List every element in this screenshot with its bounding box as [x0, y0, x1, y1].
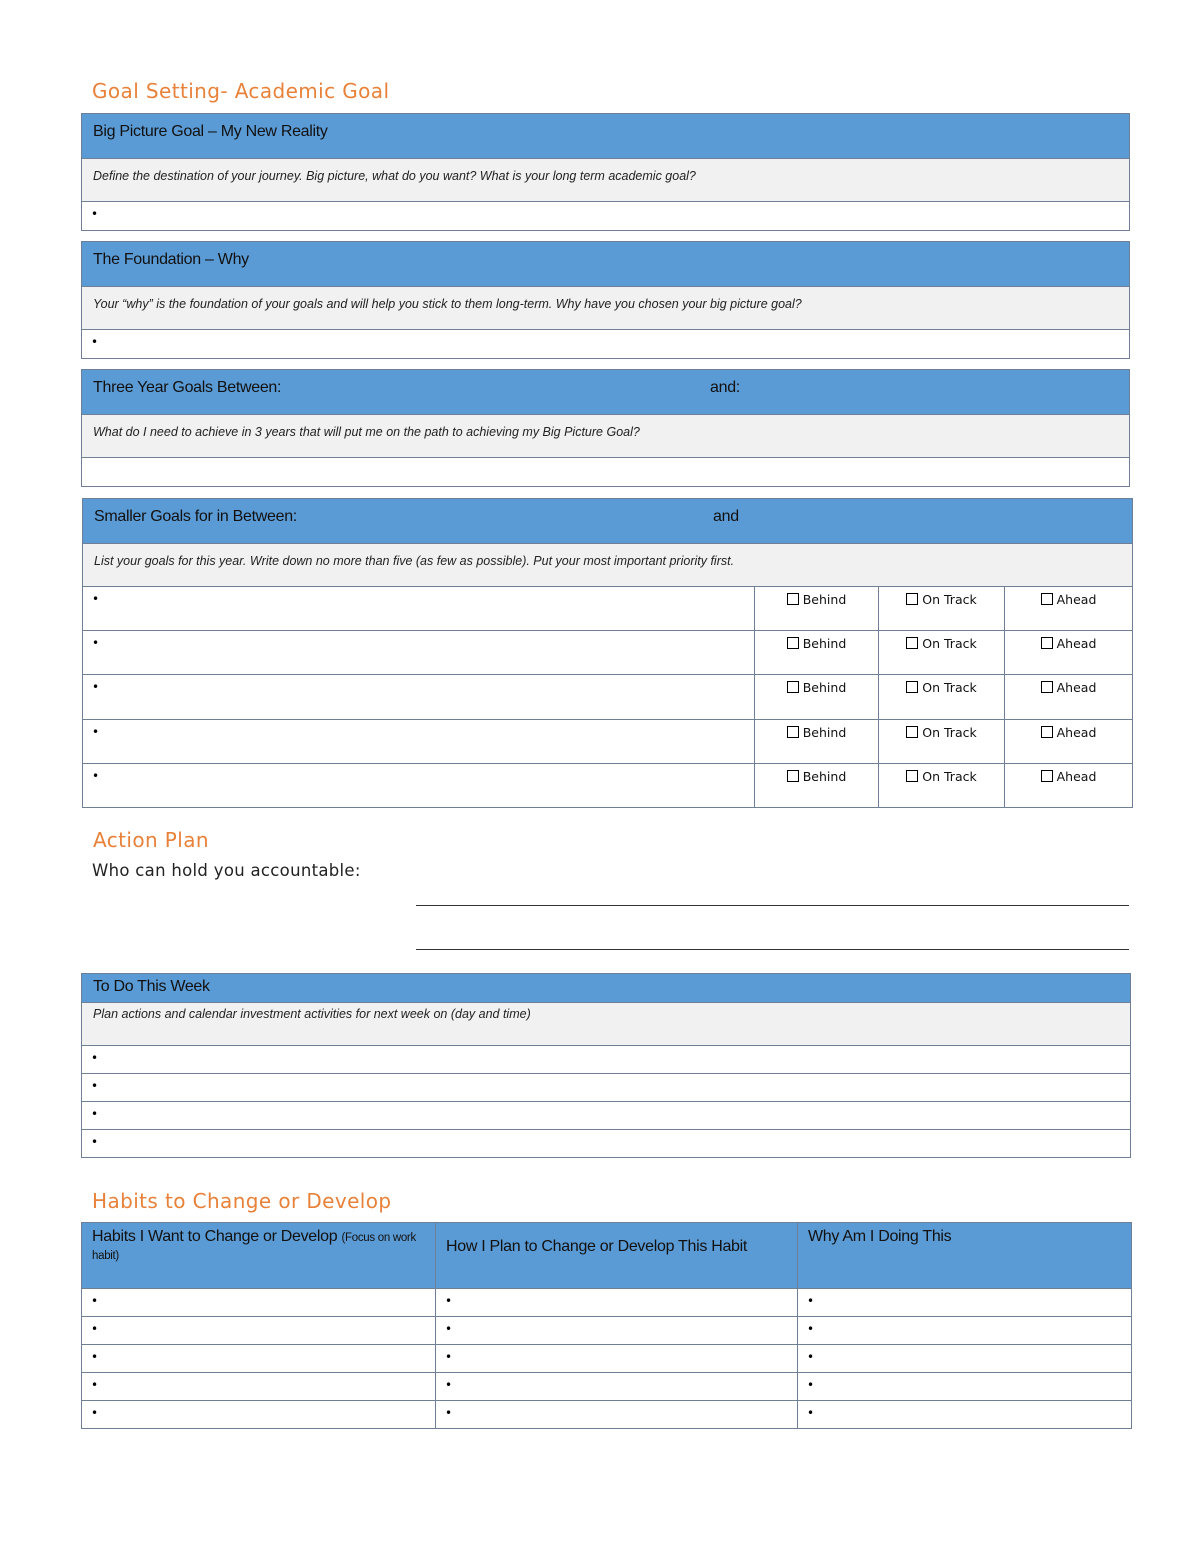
- status-on-track-label: On Track: [922, 769, 977, 784]
- bullet: •: [91, 1051, 99, 1065]
- habits-col2-header: How I Plan to Change or Develop This Habit: [436, 1223, 798, 1289]
- big-picture-goal-table: [81, 113, 1130, 231]
- three-year-header: [82, 370, 1130, 415]
- status-on-track-label: On Track: [922, 680, 977, 695]
- bullet: •: [445, 1294, 453, 1308]
- habit-row: [82, 1345, 1132, 1373]
- todo-header: To Do This Week: [82, 974, 1131, 1003]
- accountable-label: Who can hold you accountable:: [92, 861, 361, 880]
- goal-row: [83, 587, 1133, 631]
- bullet: •: [91, 1107, 99, 1121]
- three-year-prompt: What do I need to achieve in 3 years that will put me on the path to achieving my Big Picture Goal?: [82, 415, 1130, 458]
- status-behind[interactable]: [755, 720, 879, 764]
- status-ahead-label: Ahead: [1056, 680, 1097, 695]
- todo-table: [81, 973, 1131, 1158]
- status-ahead[interactable]: [1005, 631, 1133, 675]
- three-year-and-label: and:: [710, 379, 740, 396]
- goal-row: [83, 631, 1133, 675]
- bullet: •: [92, 636, 100, 650]
- status-behind-label: Behind: [802, 636, 847, 651]
- goal-row: [83, 720, 1133, 764]
- habit-cell[interactable]: [82, 1289, 436, 1317]
- bullet: •: [807, 1322, 815, 1336]
- bullet: •: [807, 1294, 815, 1308]
- accountable-line-1[interactable]: [416, 905, 1129, 906]
- status-on-track[interactable]: [879, 764, 1005, 808]
- bullet: •: [91, 1322, 99, 1336]
- plan-cell[interactable]: [436, 1345, 798, 1373]
- goal-entry[interactable]: [83, 631, 755, 675]
- bullet: •: [807, 1350, 815, 1364]
- habit-row: [82, 1317, 1132, 1345]
- status-behind[interactable]: [755, 764, 879, 808]
- habit-row: [82, 1373, 1132, 1401]
- bullet: •: [445, 1350, 453, 1364]
- checkbox-icon[interactable]: [787, 726, 799, 738]
- status-ahead[interactable]: [1005, 587, 1133, 631]
- status-behind[interactable]: [755, 631, 879, 675]
- reason-cell[interactable]: [798, 1401, 1132, 1429]
- habit-cell[interactable]: [82, 1317, 436, 1345]
- three-year-goals-table: [81, 369, 1130, 487]
- status-on-track-label: On Track: [922, 725, 977, 740]
- status-behind-label: Behind: [802, 725, 847, 740]
- status-on-track[interactable]: [879, 631, 1005, 675]
- status-on-track[interactable]: [879, 675, 1005, 720]
- plan-cell[interactable]: [436, 1289, 798, 1317]
- foundation-header: The Foundation – Why: [82, 242, 1130, 287]
- status-on-track[interactable]: [879, 720, 1005, 764]
- smaller-goals-prompt: List your goals for this year. Write down no more than five (as few as possible). Put your most important priority first.: [83, 544, 1133, 587]
- reason-cell[interactable]: [798, 1373, 1132, 1401]
- reason-cell[interactable]: [798, 1317, 1132, 1345]
- status-ahead-label: Ahead: [1056, 769, 1097, 784]
- smaller-goals-table: [82, 498, 1133, 808]
- todo-item[interactable]: [82, 1074, 1131, 1102]
- plan-cell[interactable]: [436, 1373, 798, 1401]
- checkbox-icon[interactable]: [906, 681, 918, 693]
- reason-cell[interactable]: [798, 1289, 1132, 1317]
- goal-entry[interactable]: [83, 587, 755, 631]
- checkbox-icon[interactable]: [1041, 593, 1053, 605]
- bullet: •: [92, 769, 100, 783]
- big-picture-prompt: Define the destination of your journey. Big picture, what do you want? What is your long term academic goal?: [82, 159, 1130, 202]
- goal-entry[interactable]: [83, 720, 755, 764]
- foundation-prompt: Your “why” is the foundation of your goals and will help you stick to them long-term. Why have you chosen your big picture goal?: [82, 287, 1130, 330]
- big-picture-answer[interactable]: [82, 202, 1130, 231]
- status-ahead-label: Ahead: [1056, 725, 1097, 740]
- reason-cell[interactable]: [798, 1345, 1132, 1373]
- bullet: •: [91, 1079, 99, 1093]
- smaller-goals-and-label: and: [713, 508, 739, 525]
- foundation-answer[interactable]: [82, 330, 1130, 359]
- bullet: •: [91, 207, 99, 221]
- todo-prompt: Plan actions and calendar investment activities for next week on (day and time): [82, 1003, 1131, 1046]
- bullet: •: [92, 592, 100, 606]
- bullet: •: [91, 1294, 99, 1308]
- goal-row: [83, 764, 1133, 808]
- habit-cell[interactable]: [82, 1373, 436, 1401]
- checkbox-icon[interactable]: [1041, 726, 1053, 738]
- checkbox-icon[interactable]: [787, 681, 799, 693]
- foundation-table: [81, 241, 1130, 359]
- bullet: •: [445, 1406, 453, 1420]
- status-on-track-label: On Track: [922, 592, 977, 607]
- accountable-line-2[interactable]: [416, 949, 1129, 950]
- habits-col1-label: Habits I Want to Change or Develop: [92, 1228, 338, 1245]
- habits-col1-note: (Focus on work habit): [92, 1232, 416, 1262]
- checkbox-icon[interactable]: [1041, 770, 1053, 782]
- status-ahead[interactable]: [1005, 764, 1133, 808]
- three-year-header-label: Three Year Goals Between:: [93, 379, 282, 396]
- status-ahead-label: Ahead: [1056, 592, 1097, 607]
- bullet: •: [91, 335, 99, 349]
- status-behind-label: Behind: [802, 769, 847, 784]
- bullet: •: [807, 1406, 815, 1420]
- habit-cell[interactable]: [82, 1345, 436, 1373]
- checkbox-icon[interactable]: [787, 637, 799, 649]
- status-behind[interactable]: [755, 587, 879, 631]
- bullet: •: [807, 1378, 815, 1392]
- habit-cell[interactable]: [82, 1401, 436, 1429]
- bullet: •: [92, 680, 100, 694]
- goal-row: [83, 675, 1133, 720]
- checkbox-icon[interactable]: [906, 726, 918, 738]
- status-ahead[interactable]: [1005, 720, 1133, 764]
- bullet: •: [91, 1350, 99, 1364]
- plan-cell[interactable]: [436, 1317, 798, 1345]
- habits-title: Habits to Change or Develop: [92, 1189, 392, 1213]
- todo-item[interactable]: [82, 1130, 1131, 1158]
- action-plan-title: Action Plan: [93, 828, 209, 852]
- smaller-goals-header-label: Smaller Goals for in Between:: [94, 508, 297, 525]
- plan-cell[interactable]: [436, 1401, 798, 1429]
- habit-row: [82, 1401, 1132, 1429]
- todo-item[interactable]: [82, 1046, 1131, 1074]
- big-picture-header: Big Picture Goal – My New Reality: [82, 114, 1130, 159]
- status-behind-label: Behind: [802, 680, 847, 695]
- checkbox-icon[interactable]: [906, 770, 918, 782]
- smaller-goals-header: [83, 499, 1133, 544]
- bullet: •: [92, 725, 100, 739]
- todo-item[interactable]: [82, 1102, 1131, 1130]
- bullet: •: [91, 1135, 99, 1149]
- status-behind-label: Behind: [802, 592, 847, 607]
- status-on-track-label: On Track: [922, 636, 977, 651]
- bullet: •: [91, 1406, 99, 1420]
- status-on-track[interactable]: [879, 587, 1005, 631]
- goal-entry[interactable]: [83, 675, 755, 720]
- checkbox-icon[interactable]: [1041, 681, 1053, 693]
- goal-entry[interactable]: [83, 764, 755, 808]
- page-title: Goal Setting- Academic Goal: [92, 79, 390, 103]
- bullet: •: [445, 1322, 453, 1336]
- habits-col1-header: [82, 1223, 436, 1289]
- status-ahead-label: Ahead: [1056, 636, 1097, 651]
- three-year-answer[interactable]: [82, 458, 1130, 487]
- checkbox-icon[interactable]: [787, 770, 799, 782]
- checkbox-icon[interactable]: [1041, 637, 1053, 649]
- habits-col3-header: Why Am I Doing This: [798, 1223, 1132, 1289]
- habits-table: [81, 1222, 1132, 1429]
- habit-row: [82, 1289, 1132, 1317]
- status-behind[interactable]: [755, 675, 879, 720]
- checkbox-icon[interactable]: [906, 593, 918, 605]
- bullet: •: [91, 1378, 99, 1392]
- status-ahead[interactable]: [1005, 675, 1133, 720]
- checkbox-icon[interactable]: [906, 637, 918, 649]
- checkbox-icon[interactable]: [787, 593, 799, 605]
- bullet: •: [445, 1378, 453, 1392]
